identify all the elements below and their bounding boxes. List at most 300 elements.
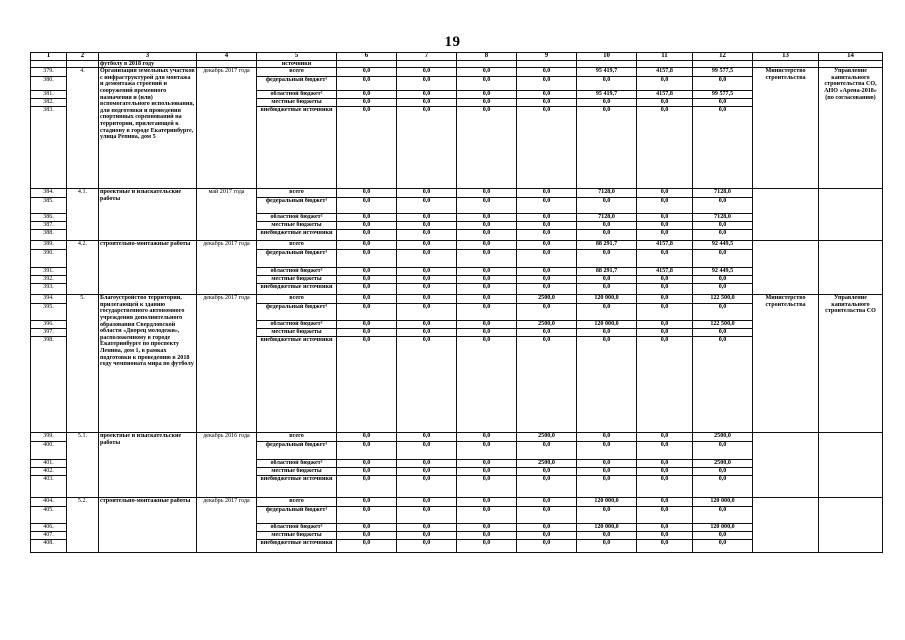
amount-cell: 0,0 [337, 295, 397, 304]
item-number: 5. [67, 295, 99, 433]
budget-table [30, 52, 883, 553]
funding-source: местные бюджеты [257, 532, 337, 540]
funding-source: местные бюджеты [257, 329, 337, 337]
amount-cell: 120 000,0 [577, 524, 637, 532]
amount-cell: 0,0 [517, 329, 577, 337]
amount-cell: 0,0 [397, 540, 457, 553]
row-number: 390. [31, 250, 67, 268]
item-number: 5.1. [67, 433, 99, 498]
funding-source: федеральный бюджет¹ [257, 304, 337, 321]
amount-cell: 0,0 [397, 321, 457, 329]
item-period: декабрь 2017 года [197, 498, 257, 553]
amount-cell: 0,0 [577, 276, 637, 284]
table-row [31, 295, 883, 304]
amount-cell: 0,0 [693, 337, 753, 433]
executor-agency [819, 189, 883, 241]
row-number: 408. [31, 540, 67, 553]
amount-cell: 0,0 [457, 250, 517, 268]
amount-cell: 0,0 [517, 189, 577, 198]
amount-cell: 0,0 [693, 250, 753, 268]
amount-cell: 0,0 [577, 304, 637, 321]
row-number: 382. [31, 99, 67, 107]
amount-cell: 88 291,7 [577, 268, 637, 276]
amount-cell: 120 000,0 [693, 498, 753, 507]
amount-cell: 0,0 [693, 284, 753, 295]
column-header: 6 [337, 53, 397, 61]
amount-cell: 0,0 [397, 91, 457, 99]
item-period: декабрь 2017 года [197, 295, 257, 433]
amount-cell: 0,0 [397, 304, 457, 321]
amount-cell: 0,0 [457, 91, 517, 99]
row-number: 406. [31, 524, 67, 532]
amount-cell: 0,0 [397, 68, 457, 77]
column-header: 5 [257, 53, 337, 61]
amount-cell: 0,0 [457, 284, 517, 295]
amount-cell: 0,0 [337, 442, 397, 460]
amount-cell: 2500,0 [517, 321, 577, 329]
amount-cell: 0,0 [457, 99, 517, 107]
funding-source: областной бюджет² [257, 524, 337, 532]
row-number: 386. [31, 214, 67, 222]
amount-cell: 95 419,7 [577, 91, 637, 99]
column-header: 10 [577, 53, 637, 61]
amount-cell: 0,0 [457, 321, 517, 329]
row-number: 402. [31, 468, 67, 476]
amount-cell: 0,0 [693, 442, 753, 460]
amount-cell: 0,0 [693, 304, 753, 321]
amount-cell: 0,0 [577, 532, 637, 540]
amount-cell: 0,0 [337, 540, 397, 553]
column-number-row [31, 53, 883, 61]
column-header: 7 [397, 53, 457, 61]
row-number: 388. [31, 230, 67, 241]
amount-cell: 0,0 [637, 295, 693, 304]
row-number: 383. [31, 107, 67, 189]
amount-cell: 0,0 [457, 337, 517, 433]
amount-cell: 88 291,7 [577, 241, 637, 250]
amount-cell: 2500,0 [693, 433, 753, 442]
amount-cell: 0,0 [397, 77, 457, 91]
amount-cell: 0,0 [517, 532, 577, 540]
amount-cell: 0,0 [577, 337, 637, 433]
amount-cell: 0,0 [517, 540, 577, 553]
row-number: 399. [31, 433, 67, 442]
amount-cell: 0,0 [337, 107, 397, 189]
amount-cell: 0,0 [457, 507, 517, 524]
amount-cell: 0,0 [637, 337, 693, 433]
funding-source: областной бюджет² [257, 460, 337, 468]
amount-cell: 4157,8 [637, 241, 693, 250]
amount-cell: 99 577,5 [693, 91, 753, 99]
amount-cell: 0,0 [397, 498, 457, 507]
item-period: декабрь 2017 года [197, 68, 257, 189]
amount-cell: 0,0 [337, 507, 397, 524]
amount-cell: 0,0 [637, 442, 693, 460]
amount-cell: 0,0 [337, 460, 397, 468]
amount-cell: 0,0 [637, 198, 693, 214]
funding-source: федеральный бюджет¹ [257, 250, 337, 268]
amount-cell: 2500,0 [517, 295, 577, 304]
amount-cell: 0,0 [397, 524, 457, 532]
continuation-name: футболу в 2018 году [99, 60, 197, 68]
executor-ministry [753, 241, 819, 295]
row-number: 396. [31, 321, 67, 329]
amount-cell: 0,0 [337, 498, 397, 507]
row-number: 380. [31, 77, 67, 91]
executor-agency: Управление капитального строительства СО [819, 295, 883, 433]
table-row [31, 498, 883, 507]
amount-cell: 0,0 [517, 99, 577, 107]
amount-cell: 92 449,5 [693, 268, 753, 276]
column-header: 4 [197, 53, 257, 61]
amount-cell: 0,0 [637, 433, 693, 442]
amount-cell: 0,0 [457, 532, 517, 540]
amount-cell: 0,0 [517, 498, 577, 507]
amount-cell: 0,0 [397, 337, 457, 433]
amount-cell: 0,0 [457, 214, 517, 222]
continuation-source: источники [257, 60, 337, 68]
funding-source: местные бюджеты [257, 222, 337, 230]
amount-cell: 0,0 [517, 284, 577, 295]
amount-cell: 0,0 [517, 276, 577, 284]
amount-cell: 0,0 [337, 230, 397, 241]
amount-cell: 0,0 [517, 250, 577, 268]
amount-cell: 0,0 [337, 329, 397, 337]
executor-ministry: Министерство строительства [753, 295, 819, 433]
amount-cell: 0,0 [637, 222, 693, 230]
amount-cell: 0,0 [693, 540, 753, 553]
amount-cell: 0,0 [517, 68, 577, 77]
amount-cell: 0,0 [577, 284, 637, 295]
amount-cell: 0,0 [457, 230, 517, 241]
amount-cell: 0,0 [693, 276, 753, 284]
amount-cell: 0,0 [457, 468, 517, 476]
amount-cell: 95 419,7 [577, 68, 637, 77]
amount-cell: 0,0 [517, 337, 577, 433]
page-number: 19 [444, 34, 461, 50]
row-number: 400. [31, 442, 67, 460]
amount-cell: 0,0 [517, 304, 577, 321]
funding-source: внебюджетные источники [257, 476, 337, 498]
amount-cell: 122 500,0 [693, 295, 753, 304]
row-number: 393. [31, 284, 67, 295]
amount-cell: 0,0 [693, 507, 753, 524]
amount-cell: 0,0 [637, 540, 693, 553]
column-header: 1 [31, 53, 67, 61]
amount-cell: 0,0 [637, 524, 693, 532]
item-name: Благоустройство территории, прилегающей к зданию государственного автономного учреждения дополнительного образования Свердловской области «Дворец молодежи», расположенному в городе Екатеринбурге по проспекту Ленина, дом 1, в рамках подготовки к проведению в 2018 году чемпионата мира по футболу [99, 295, 197, 433]
funding-source: областной бюджет² [257, 91, 337, 99]
amount-cell: 0,0 [337, 284, 397, 295]
amount-cell: 0,0 [577, 77, 637, 91]
amount-cell: 7128,0 [693, 214, 753, 222]
amount-cell: 0,0 [637, 214, 693, 222]
amount-cell: 0,0 [457, 442, 517, 460]
item-name: Организация земельных участков с инфраструктурой для монтажа и демонтажа строений и сооружений временного назначения и (или) вспомогательного использования, для подготовки и проведения спортивных соревнований на территории, прилегающей к стадиону в городе Екатеринбурге, улица Репина, дом 5 [99, 68, 197, 189]
amount-cell: 0,0 [397, 276, 457, 284]
funding-source: федеральный бюджет¹ [257, 198, 337, 214]
row-number: 379. [31, 68, 67, 77]
amount-cell: 0,0 [397, 468, 457, 476]
amount-cell: 0,0 [637, 284, 693, 295]
amount-cell: 0,0 [337, 241, 397, 250]
amount-cell: 2500,0 [517, 433, 577, 442]
amount-cell: 4157,8 [637, 68, 693, 77]
amount-cell: 0,0 [637, 532, 693, 540]
row-number: 384. [31, 189, 67, 198]
amount-cell: 0,0 [457, 268, 517, 276]
funding-source: федеральный бюджет¹ [257, 507, 337, 524]
table-row [31, 433, 883, 442]
amount-cell: 0,0 [577, 468, 637, 476]
amount-cell: 0,0 [397, 214, 457, 222]
amount-cell: 92 449,5 [693, 241, 753, 250]
funding-source: местные бюджеты [257, 468, 337, 476]
row-number: 407. [31, 532, 67, 540]
column-header: 13 [753, 53, 819, 61]
amount-cell: 0,0 [577, 460, 637, 468]
amount-cell: 0,0 [577, 107, 637, 189]
item-name: проектные и изыскательские работы [99, 433, 197, 498]
item-number: 4.2. [67, 241, 99, 295]
amount-cell: 0,0 [637, 189, 693, 198]
amount-cell: 0,0 [693, 476, 753, 498]
amount-cell: 0,0 [693, 198, 753, 214]
row-number: 392. [31, 276, 67, 284]
amount-cell: 0,0 [457, 498, 517, 507]
amount-cell: 0,0 [457, 198, 517, 214]
amount-cell: 0,0 [337, 68, 397, 77]
amount-cell: 0,0 [577, 433, 637, 442]
amount-cell: 0,0 [637, 498, 693, 507]
amount-cell: 0,0 [337, 77, 397, 91]
amount-cell: 0,0 [577, 230, 637, 241]
amount-cell: 0,0 [337, 321, 397, 329]
amount-cell: 0,0 [457, 476, 517, 498]
amount-cell: 0,0 [337, 99, 397, 107]
funding-source: всего [257, 498, 337, 507]
item-period: май 2017 года [197, 189, 257, 241]
amount-cell: 122 500,0 [693, 321, 753, 329]
item-number: 4. [67, 68, 99, 189]
row-number: 389. [31, 241, 67, 250]
row-number: 391. [31, 268, 67, 276]
item-period: декабрь 2016 года [197, 433, 257, 498]
amount-cell: 0,0 [397, 222, 457, 230]
item-number: 4.1. [67, 189, 99, 241]
amount-cell: 0,0 [517, 198, 577, 214]
amount-cell: 0,0 [397, 230, 457, 241]
amount-cell: 0,0 [397, 107, 457, 189]
row-number: 405. [31, 507, 67, 524]
amount-cell: 0,0 [577, 222, 637, 230]
continuation-row [31, 60, 883, 68]
amount-cell: 0,0 [337, 91, 397, 99]
amount-cell: 0,0 [337, 433, 397, 442]
amount-cell: 0,0 [457, 304, 517, 321]
row-number: 398. [31, 337, 67, 433]
funding-source: внебюджетные источники [257, 540, 337, 553]
amount-cell: 0,0 [577, 540, 637, 553]
amount-cell: 0,0 [397, 433, 457, 442]
amount-cell: 0,0 [577, 250, 637, 268]
funding-source: федеральный бюджет¹ [257, 442, 337, 460]
funding-source: местные бюджеты [257, 99, 337, 107]
column-header: 12 [693, 53, 753, 61]
table-row [31, 189, 883, 198]
amount-cell: 0,0 [693, 230, 753, 241]
amount-cell: 7128,0 [577, 214, 637, 222]
amount-cell: 0,0 [517, 222, 577, 230]
amount-cell: 0,0 [637, 507, 693, 524]
column-header: 11 [637, 53, 693, 61]
amount-cell: 0,0 [397, 329, 457, 337]
amount-cell: 0,0 [397, 250, 457, 268]
amount-cell: 120 000,0 [577, 321, 637, 329]
amount-cell: 0,0 [517, 524, 577, 532]
row-number: 387. [31, 222, 67, 230]
amount-cell: 0,0 [637, 321, 693, 329]
funding-source: областной бюджет² [257, 268, 337, 276]
amount-cell: 0,0 [337, 476, 397, 498]
funding-source: всего [257, 433, 337, 442]
amount-cell: 0,0 [517, 442, 577, 460]
amount-cell: 0,0 [457, 189, 517, 198]
amount-cell: 0,0 [457, 107, 517, 189]
amount-cell: 0,0 [693, 77, 753, 91]
funding-source: местные бюджеты [257, 276, 337, 284]
amount-cell: 0,0 [337, 524, 397, 532]
amount-cell: 0,0 [637, 250, 693, 268]
funding-source: областной бюджет² [257, 321, 337, 329]
amount-cell: 0,0 [457, 77, 517, 91]
amount-cell: 0,0 [337, 189, 397, 198]
amount-cell: 0,0 [397, 189, 457, 198]
amount-cell: 0,0 [337, 198, 397, 214]
item-name: строительно-монтажные работы [99, 241, 197, 295]
amount-cell: 0,0 [693, 329, 753, 337]
table-row [31, 68, 883, 77]
amount-cell: 0,0 [693, 107, 753, 189]
amount-cell: 0,0 [457, 524, 517, 532]
amount-cell: 0,0 [577, 507, 637, 524]
funding-source: всего [257, 189, 337, 198]
amount-cell: 0,0 [397, 442, 457, 460]
amount-cell: 0,0 [517, 468, 577, 476]
amount-cell: 0,0 [397, 507, 457, 524]
amount-cell: 0,0 [457, 68, 517, 77]
amount-cell: 0,0 [337, 468, 397, 476]
row-number: 381. [31, 91, 67, 99]
amount-cell: 0,0 [693, 222, 753, 230]
amount-cell: 0,0 [637, 468, 693, 476]
amount-cell: 0,0 [577, 99, 637, 107]
amount-cell: 0,0 [577, 198, 637, 214]
amount-cell: 0,0 [693, 532, 753, 540]
amount-cell: 7128,0 [577, 189, 637, 198]
column-header: 3 [99, 53, 197, 61]
funding-source: областной бюджет² [257, 214, 337, 222]
amount-cell: 4157,8 [637, 268, 693, 276]
funding-source: внебюджетные источники [257, 337, 337, 433]
amount-cell: 0,0 [337, 268, 397, 276]
amount-cell: 0,0 [457, 241, 517, 250]
row-number: 401. [31, 460, 67, 468]
amount-cell: 0,0 [397, 284, 457, 295]
executor-agency [819, 433, 883, 498]
amount-cell: 0,0 [517, 91, 577, 99]
amount-cell: 0,0 [693, 468, 753, 476]
amount-cell: 0,0 [457, 276, 517, 284]
amount-cell: 0,0 [693, 99, 753, 107]
amount-cell: 0,0 [637, 476, 693, 498]
amount-cell: 0,0 [337, 337, 397, 433]
amount-cell: 0,0 [637, 460, 693, 468]
amount-cell: 0,0 [457, 460, 517, 468]
row-number: 404. [31, 498, 67, 507]
amount-cell: 0,0 [517, 214, 577, 222]
row-number: 385. [31, 198, 67, 214]
amount-cell: 0,0 [397, 460, 457, 468]
amount-cell: 2500,0 [693, 460, 753, 468]
executor-ministry: Министерство строительства [753, 68, 819, 189]
amount-cell: 0,0 [457, 329, 517, 337]
amount-cell: 0,0 [397, 268, 457, 276]
amount-cell: 0,0 [637, 77, 693, 91]
amount-cell: 0,0 [517, 230, 577, 241]
row-number: 397. [31, 329, 67, 337]
amount-cell: 0,0 [517, 241, 577, 250]
amount-cell: 0,0 [397, 198, 457, 214]
row-number: 403. [31, 476, 67, 498]
amount-cell: 0,0 [397, 295, 457, 304]
amount-cell: 0,0 [457, 540, 517, 553]
amount-cell: 4157,8 [637, 91, 693, 99]
amount-cell: 0,0 [637, 230, 693, 241]
amount-cell: 0,0 [337, 250, 397, 268]
executor-agency: Управление капитального строительства СО, АНО «Арена-2018» (по согласованию) [819, 68, 883, 189]
amount-cell: 0,0 [517, 77, 577, 91]
executor-ministry [753, 498, 819, 553]
amount-cell: 0,0 [457, 433, 517, 442]
amount-cell: 0,0 [397, 99, 457, 107]
executor-agency [819, 498, 883, 553]
row-number: 394. [31, 295, 67, 304]
amount-cell: 0,0 [637, 304, 693, 321]
amount-cell: 2500,0 [517, 460, 577, 468]
item-period: декабрь 2017 года [197, 241, 257, 295]
column-header: 14 [819, 53, 883, 61]
amount-cell: 0,0 [397, 532, 457, 540]
amount-cell: 0,0 [337, 214, 397, 222]
amount-cell: 0,0 [457, 295, 517, 304]
amount-cell: 0,0 [337, 532, 397, 540]
amount-cell: 0,0 [337, 304, 397, 321]
amount-cell: 0,0 [637, 329, 693, 337]
amount-cell: 0,0 [337, 276, 397, 284]
amount-cell: 120 000,0 [577, 498, 637, 507]
amount-cell: 0,0 [577, 476, 637, 498]
item-number: 5.2. [67, 498, 99, 553]
item-name: строительно-монтажные работы [99, 498, 197, 553]
amount-cell: 0,0 [637, 99, 693, 107]
executor-agency [819, 241, 883, 295]
column-header: 8 [457, 53, 517, 61]
funding-source: федеральный бюджет¹ [257, 77, 337, 91]
executor-ministry [753, 433, 819, 498]
column-header: 9 [517, 53, 577, 61]
amount-cell: 120 000,0 [693, 524, 753, 532]
